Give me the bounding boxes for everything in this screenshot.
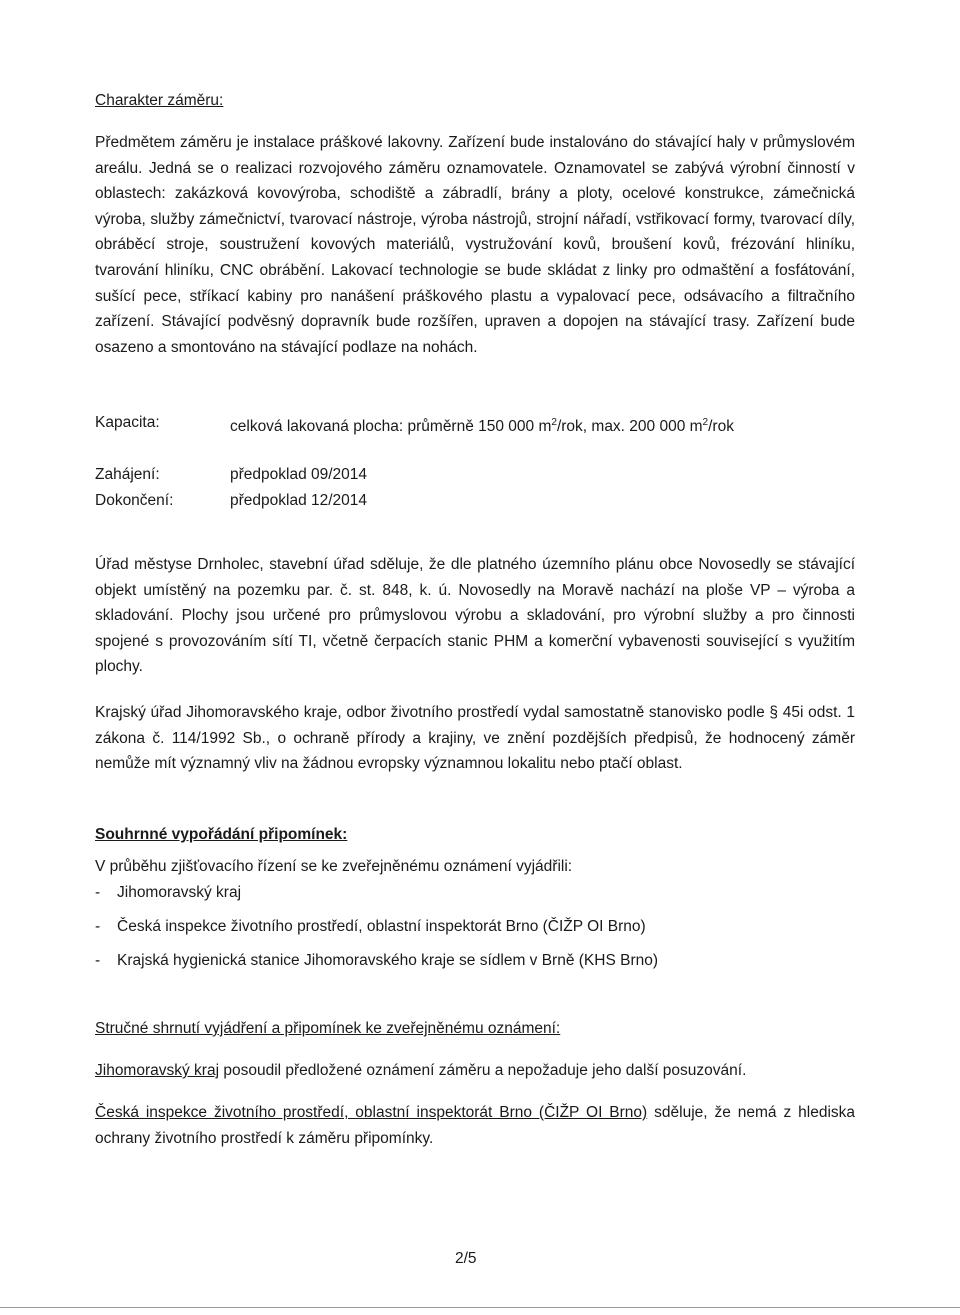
list-item-text: Jihomoravský kraj — [117, 884, 242, 901]
list-intro: V průběhu zjišťovacího řízení se ke zveřejněnému oznámení vyjádřili: — [95, 858, 573, 875]
heading-souhrnne: Souhrnné vypořádání připomínek: — [95, 826, 348, 843]
heading-charakter: Charakter záměru: — [95, 92, 224, 109]
paragraph-jihomoravsky-kraj: Jihomoravský kraj posoudil předložené oznámení záměru a nepožaduje jeho další posuzování. — [95, 1062, 747, 1079]
paragraph-charakter: Předmětem záměru je instalace práškové lakovny. Zařízení bude instalováno do stávající haly v průmyslovém areálu. Jedná se o realizaci rozvojového záměru oznamovatele. Oznamovatel se zabývá výrobní činností v oblastech: zakázková kovovýroba, schodiště a zábradlí, brány a ploty, ocelové konstrukce, zámečnická výroba, služby zámečnictví, tvarovací nástroje, výroba nástrojů, strojní nářadí, vstřikovací formy, tvarovací díly, obráběcí stroje, soustružení kovových materiálů, vystružování kovů, broušení kovů, frézování hliníku, tvarování hliníku, CNC obrábění. Lakovací technologie se bude skládat z linky pro odmaštění a fosfátování, sušící pece, stříkací kabiny pro nanášení práškového plastu a vypalovací pece, odsávacího a filtračního zařízení. Stávající podvěsný dopravník bude rozšířen, upraven a dopojen na stávající trasy. Zařízení bude osazeno a smontováno na stávající podlaze na nohách. — [95, 134, 855, 356]
dokonceni-value: předpoklad 12/2014 — [230, 492, 368, 509]
kapacita-value: celková lakovaná plocha: průměrně 150 000 $m^2$/rok, max. 200 000 $m^2$/rok — [230, 417, 734, 436]
heading-strucne: Stručné shrnutí vyjádření a připomínek ke zveřejněnému oznámení: — [95, 1020, 561, 1037]
paragraph-urad-mestyse: Úřad městyse Drnholec, stavební úřad sděluje, že dle platného územního plánu obce Novosedly se stávající objekt umístěný na pozemku par. č. st. 848, k. ú. Novosedly na Moravě nachází na ploše VP – výroba a skladování. Plochy jsou určené pro průmyslovou výrobu a skladování, pro výrobní služby a pro činnosti spojené s provozováním sítí TI, včetně čerpacích stanic PHM a komerční vybavenosti související s využitím plochy. — [95, 556, 855, 676]
footer-divider — [0, 1307, 960, 1308]
page-number: 2/5 — [455, 1250, 477, 1267]
underlined-authority: Česká inspekce životního prostředí, oblastní inspektorát Brno (ČIŽP OI Brno) — [95, 1104, 648, 1121]
list-dash: - — [95, 918, 101, 935]
kapacita-label: Kapacita: — [95, 414, 160, 431]
paragraph-krajsky-urad: Krajský úřad Jihomoravského kraje, odbor životního prostředí vydal samostatně stanovisko podle § 45i odst. 1 zákona č. 114/1992 Sb., o ochraně přírody a krajiny, ve znění pozdějších předpisů, že hodnocený záměr nemůže mít významný vliv na žádnou evropsky významnou lokalitu nebo ptačí oblast. — [95, 704, 855, 773]
zahajeni-value: předpoklad 09/2014 — [230, 466, 368, 483]
list-item-text: Česká inspekce životního prostředí, oblastní inspektorát Brno (ČIŽP OI Brno) — [117, 918, 646, 935]
paragraph-cizp: Česká inspekce životního prostředí, oblastní inspektorát Brno (ČIŽP OI Brno) sděluje, že nemá z hlediska ochrany životního prostředí k záměru připomínky. — [95, 1104, 856, 1147]
underlined-authority: Jihomoravský kraj — [95, 1062, 220, 1079]
list-dash: - — [95, 884, 101, 901]
zahajeni-label: Zahájení: — [95, 466, 160, 483]
list-item-text: Krajská hygienická stanice Jihomoravského kraje se sídlem v Brně (KHS Brno) — [117, 952, 659, 969]
dokonceni-label: Dokončení: — [95, 492, 174, 509]
list-dash: - — [95, 952, 101, 969]
